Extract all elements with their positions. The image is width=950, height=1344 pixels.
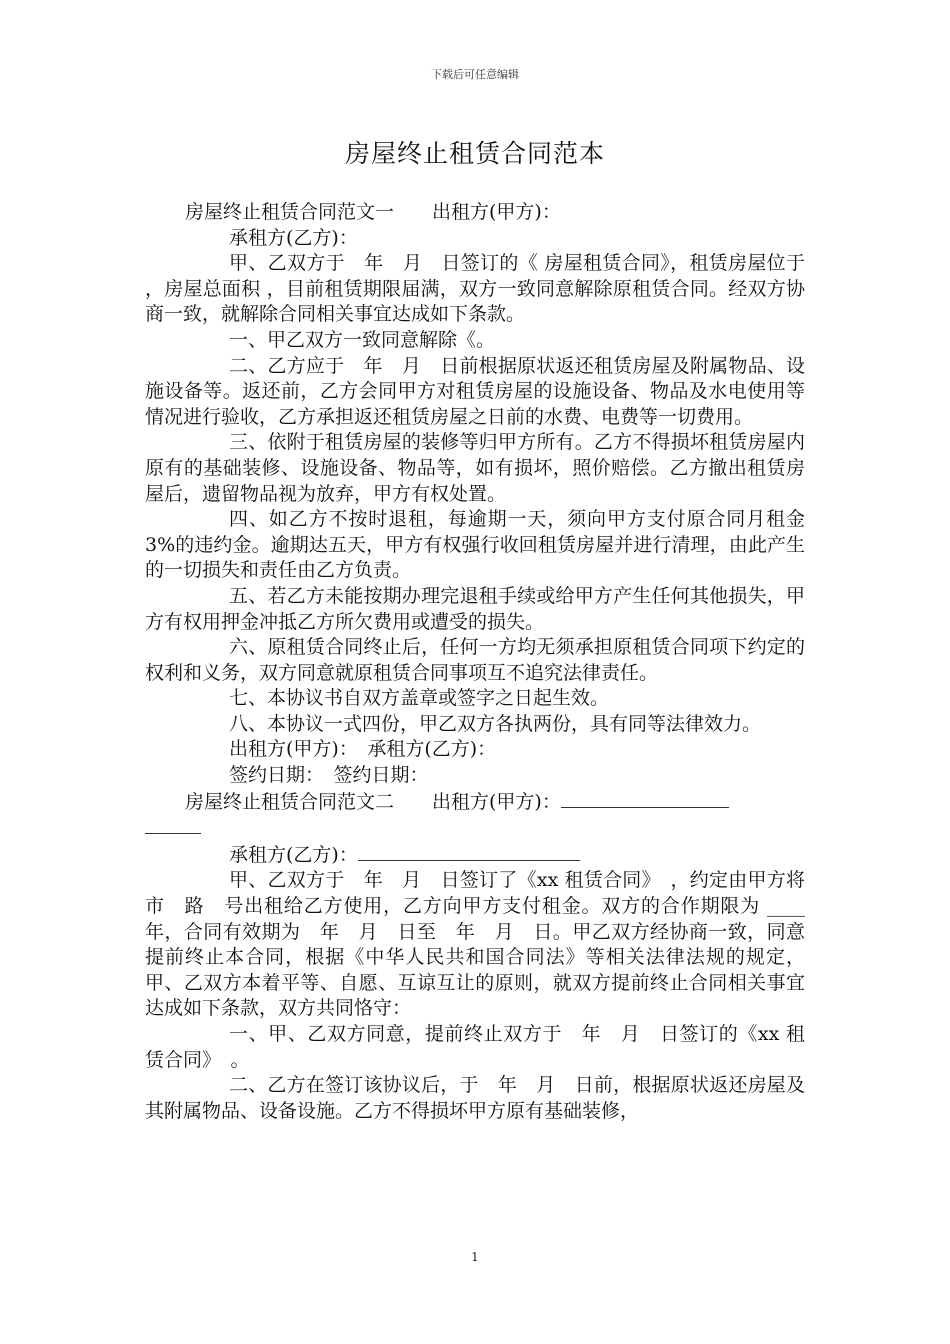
section-one-signature-parties: 出租方(甲方)： 承租方(乙方)：	[229, 738, 497, 761]
section-two-clause-2: 二、乙方在签订该协议后，于 年 月 日前，根据原状返还房屋及其附属物品、设备设施。乙方不得损坏甲方原有基础装修，	[145, 1074, 805, 1122]
section-one-signature-dates: 签约日期： 签约日期：	[229, 764, 429, 787]
header-note: 下载后可任意编辑	[431, 68, 519, 81]
lessor-blank-line	[561, 789, 729, 808]
page-number: 1	[471, 1250, 479, 1264]
section-two-lessee-label: 承租方(乙方)：	[229, 843, 358, 866]
lessor-blank-line-continued	[145, 815, 201, 834]
document-body	[145, 200, 825, 1124]
section-one-clause-4: 四、如乙方不按时退租，每逾期一天，须向甲方支付原合同月租金 3%的违约金。逾期达五天，甲方有权强行收回租赁房屋并进行清理，由此产生的一切损失和责任由乙方负责。	[145, 508, 805, 582]
section-two-intro: 甲、乙双方于 年 月 日签订了《xx 租赁合同》 ，约定由甲方将 市 路 号出租给乙方使用，乙方向甲方支付租金。双方的合作期限为 ____年，合同有效期为 年 月 日至 年 月 日。甲乙双方经协商一致，同意提前终止本合同，根据《中华人民共和国合同法》等相关法律法规的规定，甲、乙双方本着平等、自愿、互谅互让的原则，就双方提前终止合同相关事宜达成如下条款，双方共同恪守：	[145, 869, 825, 1020]
section-one-clause-8: 八、本协议一式四份，甲乙双方各执两份，具有同等法律效力。	[229, 712, 762, 735]
section-two-heading-text: 房屋终止租赁合同范文二 出租方(甲方)：	[185, 790, 561, 813]
section-one-clause-3: 三、依附于租赁房屋的装修等归甲方所有。乙方不得损坏租赁房屋内原有的基础装修、设施设备、物品等，如有损坏，照价赔偿。乙方撤出租赁房屋后，遗留物品视为放弃，甲方有权处置。	[145, 431, 805, 505]
section-one-lessee: 承租方(乙方)：	[229, 226, 358, 249]
section-one-clause-5: 五、若乙方未能按期办理完退租手续或给甲方产生任何其他损失，甲方有权用押金冲抵乙方所欠费用或遭受的损失。	[145, 584, 805, 633]
section-one-clause-2: 二、乙方应于 年 月 日前根据原状返还租赁房屋及附属物品、设施设备等。返还前，乙方会同甲方对租赁房屋的设施设备、物品及水电使用等情况进行验收，乙方承担返还租赁房屋之日前的水费、电费等一切费用。	[145, 354, 805, 428]
section-one-clause-1: 一、甲乙双方一致同意解除《。	[229, 328, 496, 351]
section-one-intro: 甲、乙双方于 年 月 日签订的《 房屋租赁合同》，租赁房屋位于 ，房屋总面积 ，目前租赁期限届满，双方一致同意解除原租赁合同。经双方协商一致，就解除合同相关事宜达成如下条款。	[145, 252, 805, 326]
section-two-lessee	[145, 842, 805, 869]
section-one-clause-6: 六、原租赁合同终止后，任何一方均无须承担原租赁合同项下约定的权利和义务，双方同意就原租赁合同事项互不追究法律责任。	[145, 636, 805, 684]
section-two-heading	[145, 789, 805, 842]
section-one-clause-7: 七、本协议书自双方盖章或签字之日起生效。	[229, 687, 610, 710]
lessee-blank-line	[358, 842, 580, 861]
document-title: 房屋终止租赁合同范本	[344, 139, 605, 168]
section-two-clause-1: 一、甲、乙双方同意，提前终止双方于 年 月 日签订的《xx 租赁合同》 。	[145, 1023, 805, 1071]
section-one-heading: 房屋终止租赁合同范文一 出租方(甲方)：	[185, 201, 561, 223]
